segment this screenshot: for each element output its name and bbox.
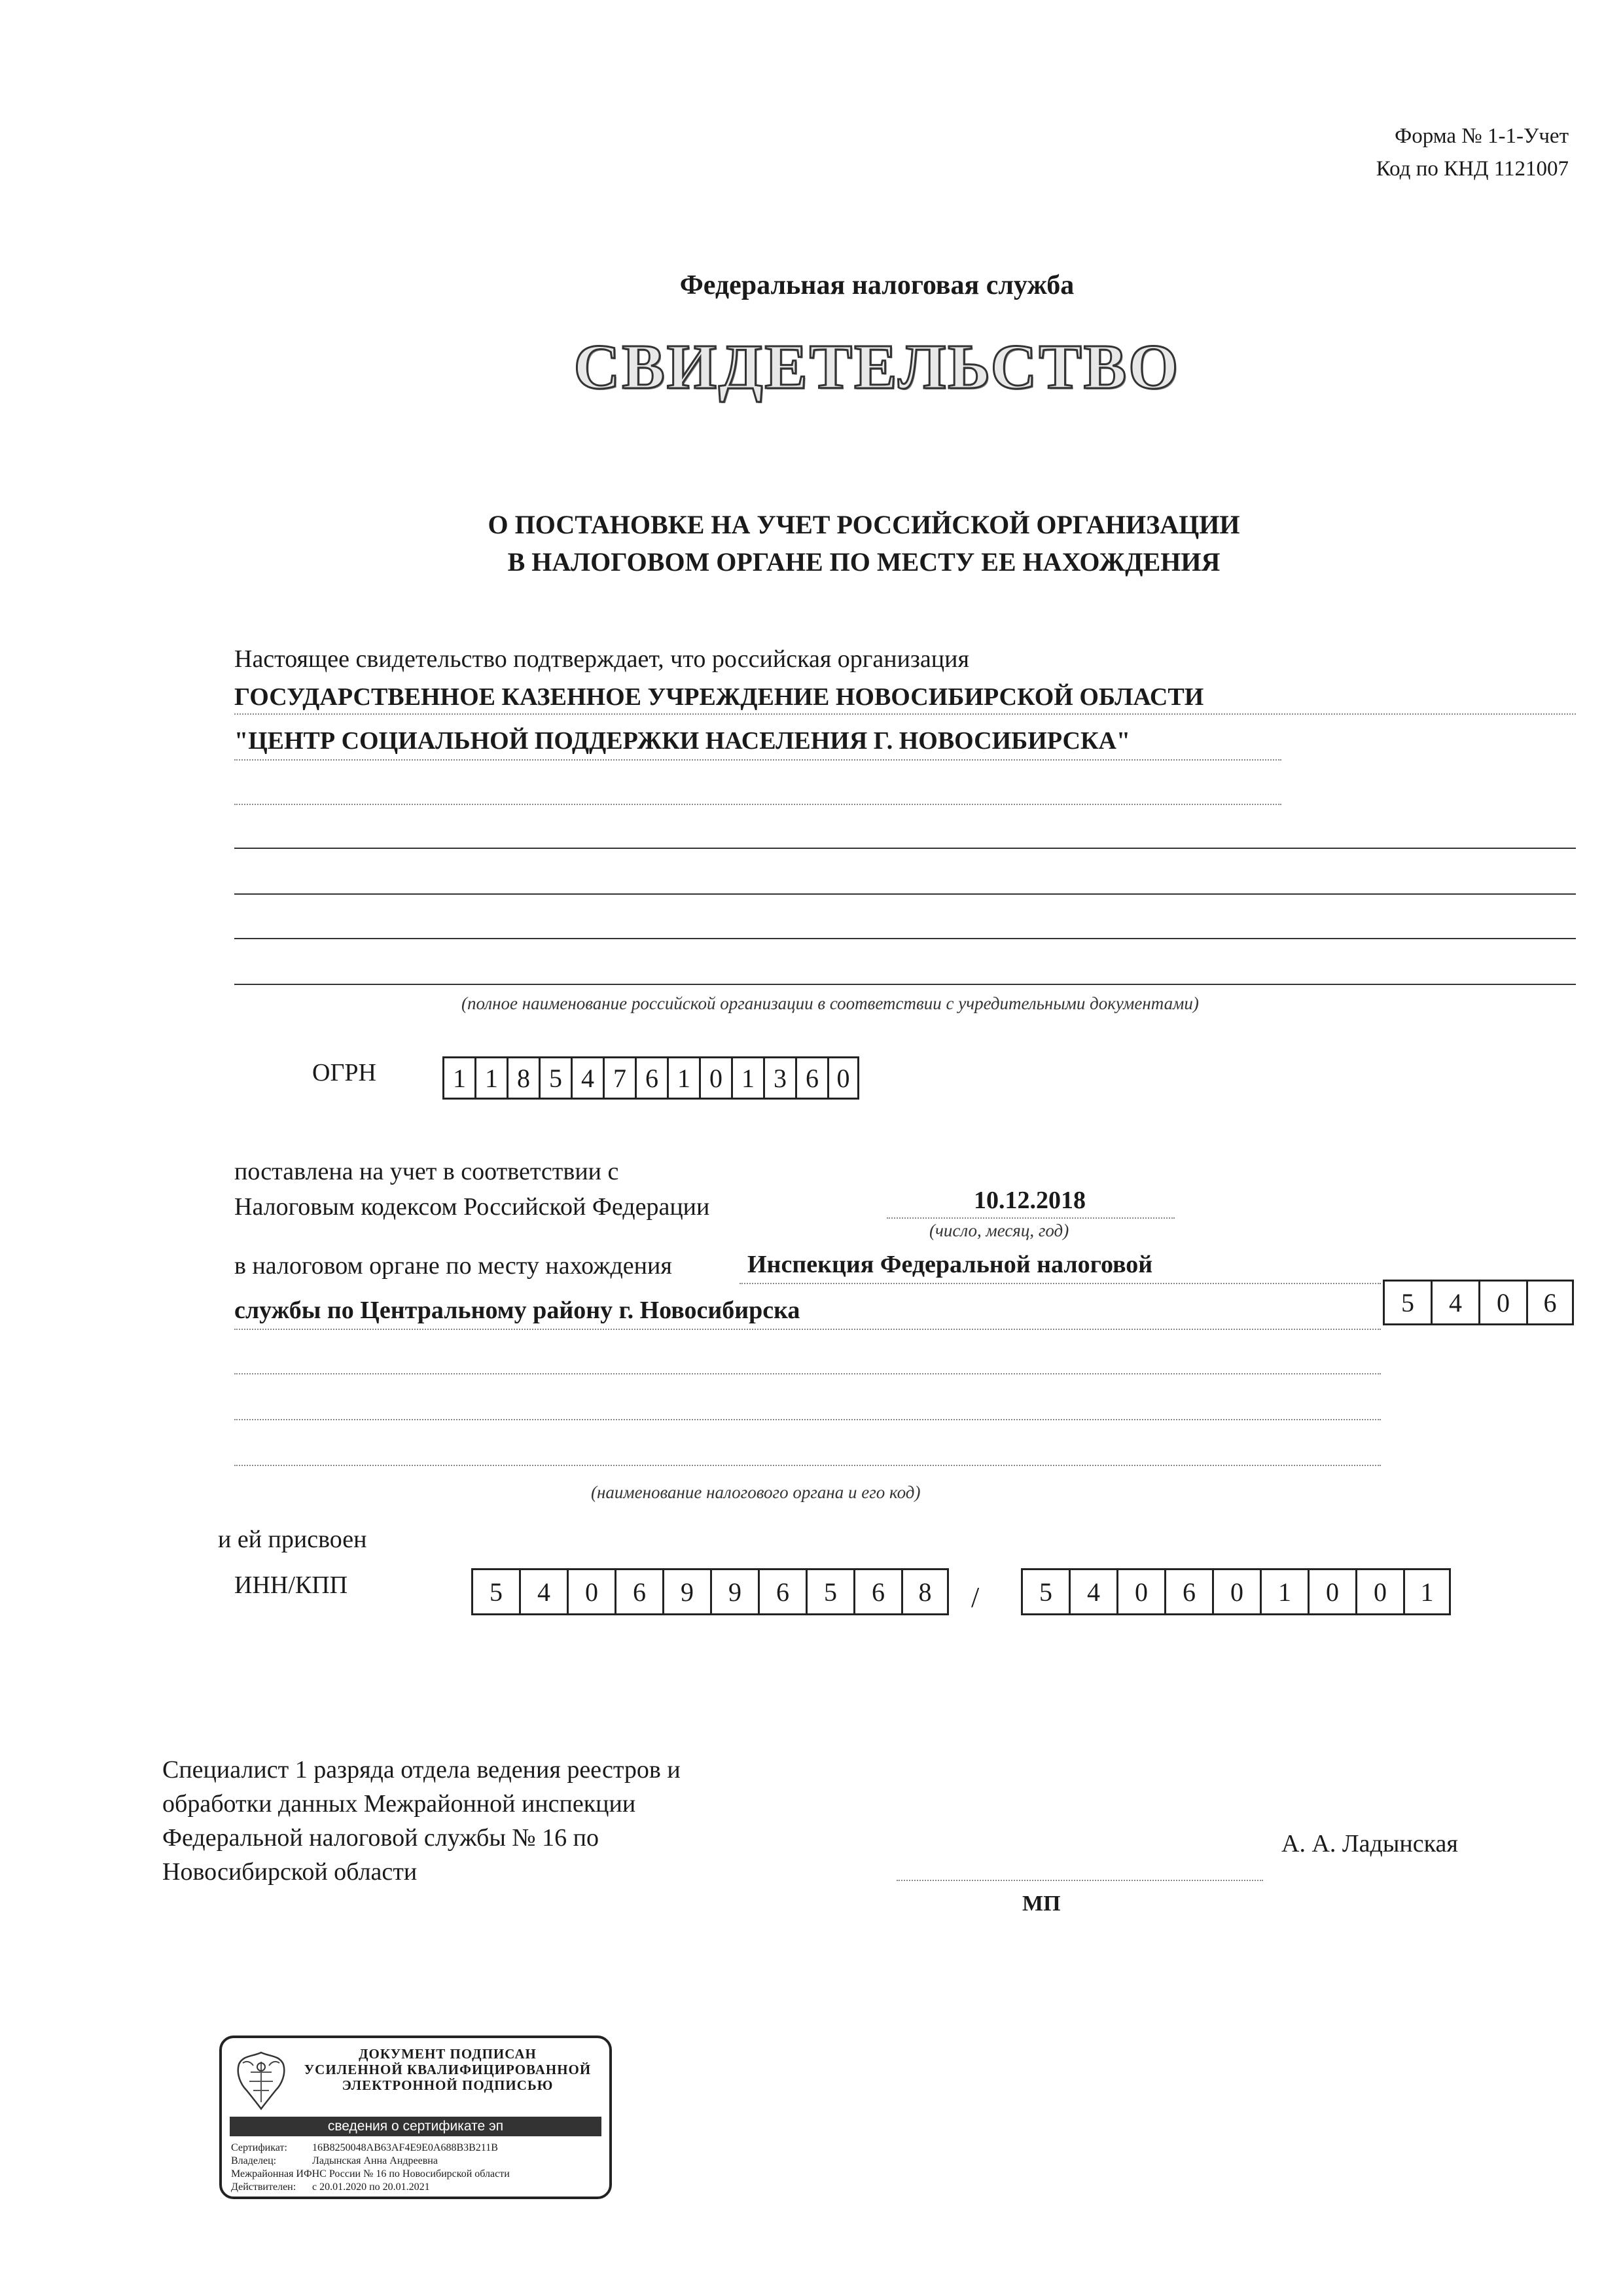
inn-digit: 9 (710, 1568, 758, 1615)
validity-row (231, 2181, 430, 2194)
ogrn-digit: 7 (603, 1056, 635, 1100)
inn-digit: 8 (901, 1568, 949, 1615)
kpp-digit: 0 (1212, 1568, 1260, 1615)
validity-value: с 20.01.2020 по 20.01.2021 (312, 2181, 430, 2193)
registration-line-2: Налоговым кодексом Российской Федерации (234, 1193, 710, 1221)
ogrn-digit: 4 (571, 1056, 603, 1100)
kpp-digit: 0 (1308, 1568, 1355, 1615)
subtitle-line-2: В НАЛОГОВОМ ОРГАНЕ ПО МЕСТУ ЕЕ НАХОЖДЕНИЯ (507, 547, 1221, 577)
document-title: СВИДЕТЕЛЬСТВО (573, 332, 1181, 403)
registration-date: 10.12.2018 (974, 1187, 1086, 1214)
tax-authority-name-line-2: службы по Центральному району г. Новосибирска (234, 1297, 800, 1324)
tax-authority-name-line-1: Инспекция Федеральной налоговой (747, 1251, 1153, 1278)
inn-kpp-separator: / (971, 1581, 980, 1613)
ogrn-digit: 1 (667, 1056, 699, 1100)
certificate-info-bar: сведения о сертификате эп (230, 2117, 601, 2136)
org-blank-line-5 (234, 984, 1576, 985)
tax-authority-underline-2 (234, 1329, 1381, 1330)
e-signature-heading-line-1: ДОКУМЕНТ ПОДПИСАН (359, 2046, 537, 2062)
kpp-digit: 4 (1069, 1568, 1116, 1615)
signatory-line-1: Специалист 1 разряда отдела ведения реестров и (162, 1756, 681, 1784)
signatory-name: А. А. Ладынская (1281, 1830, 1458, 1857)
ogrn-digit: 3 (763, 1056, 795, 1100)
organization-caption: (полное наименование российской организации в соответствии с учредительными документами) (461, 994, 1199, 1013)
tax-authority-blank-line-1 (234, 1373, 1381, 1374)
kpp-digit: 6 (1164, 1568, 1212, 1615)
ogrn-digit: 1 (442, 1056, 474, 1100)
issuer-row: Межрайонная ИФНС России № 16 по Новосибирской области (231, 2168, 510, 2179)
registration-line-1: поставлена на учет в соответствии с (234, 1158, 619, 1185)
e-signature-heading-line-3: ЭЛЕКТРОННОЙ ПОДПИСЬЮ (342, 2077, 554, 2093)
date-underline (887, 1217, 1175, 1219)
e-signature-stamp (219, 2036, 612, 2199)
org-underline-1 (234, 713, 1576, 715)
agency-name: Федеральная налоговая служба (679, 270, 1075, 300)
tax-code-digit: 0 (1478, 1280, 1526, 1325)
tax-authority-code-cells (1383, 1280, 1574, 1325)
certificate-value: 16B8250048AB63AF4E9E0A688B3B211B (312, 2142, 498, 2153)
ogrn-digit: 0 (699, 1056, 731, 1100)
ogrn-digit: 5 (539, 1056, 571, 1100)
subtitle-line-1: О ПОСТАНОВКЕ НА УЧЕТ РОССИЙСКОЙ ОРГАНИЗАЦИИ (488, 510, 1240, 539)
inn-digit: 6 (615, 1568, 662, 1615)
signature-line (897, 1880, 1263, 1881)
ogrn-cells (442, 1056, 859, 1100)
intro-text: Настоящее свидетельство подтверждает, что российская организация (234, 645, 969, 673)
e-signature-heading (293, 2046, 603, 2093)
ogrn-digit: 8 (507, 1056, 539, 1100)
kpp-digit: 0 (1355, 1568, 1403, 1615)
kpp-digit: 1 (1260, 1568, 1308, 1615)
inn-digit: 6 (758, 1568, 806, 1615)
signatory-line-3: Федеральной налоговой службы № 16 по (162, 1824, 599, 1852)
org-blank-line-3 (234, 893, 1576, 895)
ogrn-digit: 1 (474, 1056, 507, 1100)
tax-authority-prefix: в налоговом органе по месту нахождения (234, 1252, 672, 1280)
org-blank-line-4 (234, 938, 1576, 939)
signatory-line-4: Новосибирской области (162, 1858, 418, 1886)
kpp-cells (1021, 1568, 1451, 1615)
emblem-icon (234, 2047, 289, 2113)
ogrn-digit: 6 (635, 1056, 667, 1100)
kpp-digit: 0 (1116, 1568, 1164, 1615)
tax-code-digit: 6 (1526, 1280, 1574, 1325)
owner-row (231, 2155, 438, 2168)
ogrn-digit: 6 (795, 1056, 827, 1100)
certificate-label: Сертификат: (231, 2142, 287, 2153)
org-underline-2 (234, 759, 1281, 761)
organization-name-line-2: "ЦЕНТР СОЦИАЛЬНОЙ ПОДДЕРЖКИ НАСЕЛЕНИЯ Г. НОВОСИБИРСКА" (234, 727, 1131, 755)
inn-kpp-label: ИНН/КПП (234, 1571, 348, 1599)
seal-label: МП (1022, 1892, 1061, 1916)
owner-value: Ладынская Анна Андреевна (312, 2155, 438, 2166)
inn-digit: 5 (471, 1568, 519, 1615)
inn-digit: 5 (806, 1568, 853, 1615)
inn-digit: 0 (567, 1568, 615, 1615)
inn-digit: 4 (519, 1568, 567, 1615)
tax-code-digit: 5 (1383, 1280, 1431, 1325)
tax-authority-underline-1 (740, 1283, 1381, 1284)
tax-code-digit: 4 (1431, 1280, 1478, 1325)
tax-authority-caption: (наименование налогового органа и его код) (591, 1482, 921, 1502)
organization-name-line-1: ГОСУДАРСТВЕННОЕ КАЗЕННОЕ УЧРЕЖДЕНИЕ НОВОСИБИРСКОЙ ОБЛАСТИ (234, 683, 1204, 711)
assigned-label: и ей присвоен (218, 1526, 367, 1553)
validity-label: Действителен: (231, 2181, 296, 2193)
kpp-digit: 5 (1021, 1568, 1069, 1615)
inn-digit: 9 (662, 1568, 710, 1615)
inn-cells (471, 1568, 949, 1615)
org-blank-line-2 (234, 848, 1576, 849)
form-number: Форма № 1-1-Учет (1395, 124, 1569, 148)
knd-code: Код по КНД 1121007 (1376, 157, 1569, 181)
ogrn-digit: 1 (731, 1056, 763, 1100)
kpp-digit: 1 (1403, 1568, 1451, 1615)
org-blank-line-1 (234, 804, 1281, 805)
certificate-row (231, 2142, 498, 2155)
tax-authority-blank-line-2 (234, 1419, 1381, 1420)
tax-authority-blank-line-3 (234, 1465, 1381, 1466)
owner-label: Владелец: (231, 2155, 277, 2166)
e-signature-heading-line-2: УСИЛЕННОЙ КВАЛИФИЦИРОВАННОЙ (304, 2062, 592, 2077)
inn-digit: 6 (853, 1568, 901, 1615)
date-caption: (число, месяц, год) (929, 1221, 1069, 1240)
signatory-line-2: обработки данных Межрайонной инспекции (162, 1790, 636, 1818)
ogrn-label: ОГРН (312, 1059, 376, 1086)
ogrn-digit: 0 (827, 1056, 859, 1100)
